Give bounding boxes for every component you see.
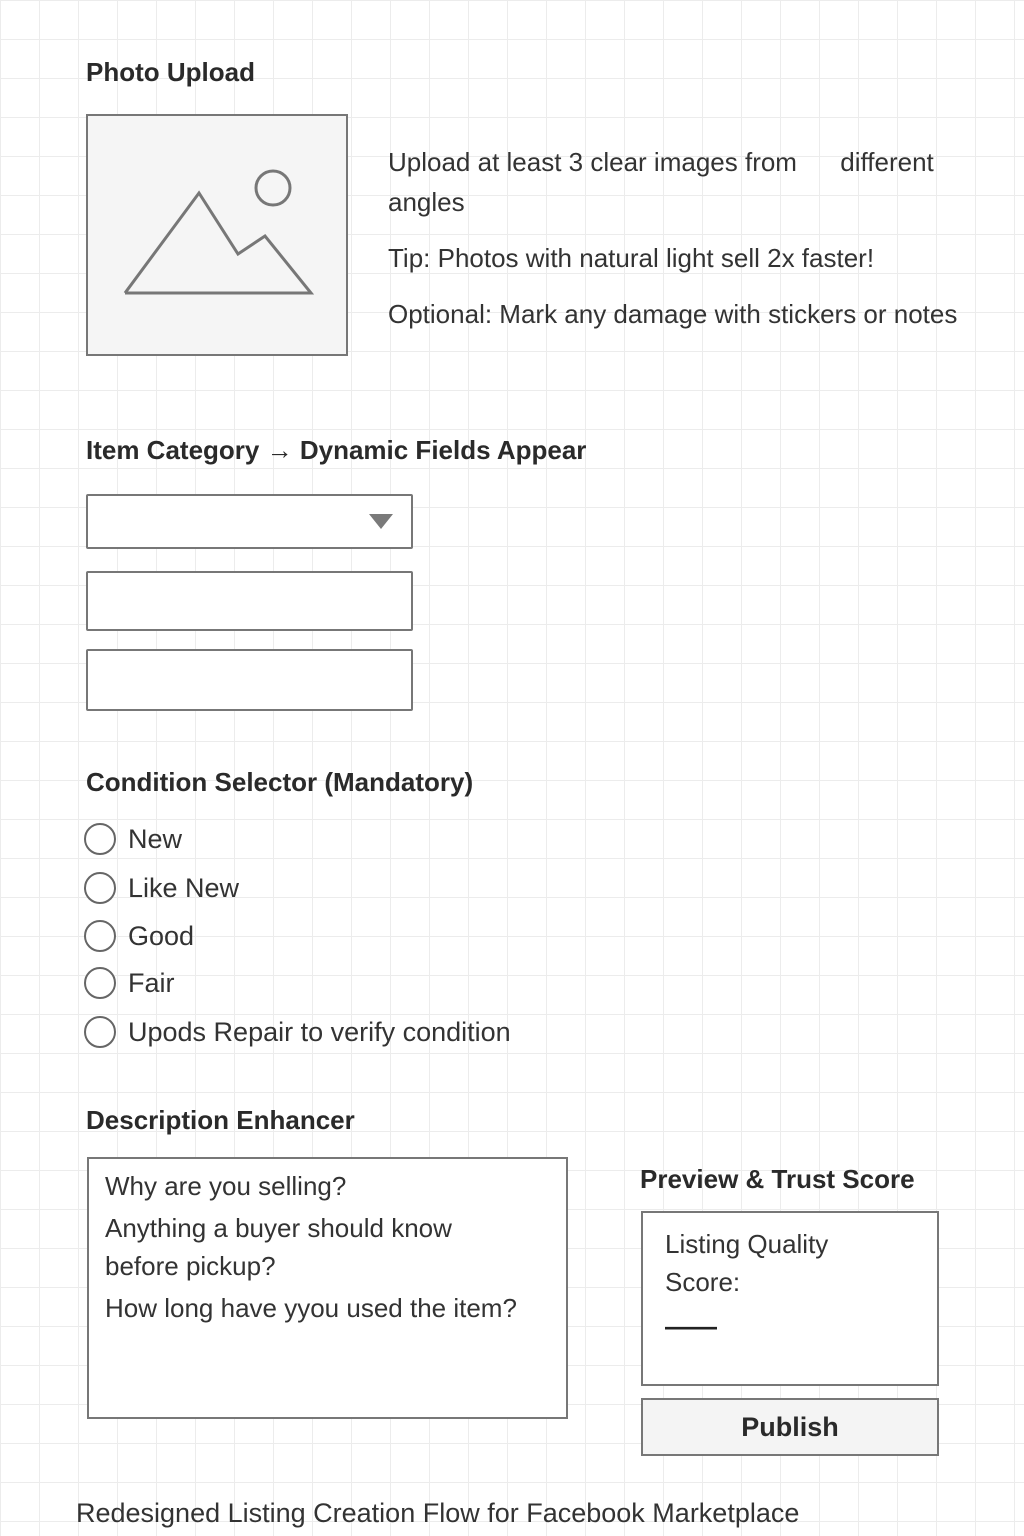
condition-option-label: Upods Repair to verify condition [128, 1016, 511, 1047]
condition-heading: Condition Selector (Mandatory) [86, 767, 474, 797]
score-label: Listing Quality Score: [665, 1229, 829, 1297]
description-prompt: Anything a buyer should know before pickup? [105, 1213, 452, 1281]
condition-option-label: New [128, 823, 183, 854]
dynamic-field-2[interactable] [86, 649, 413, 711]
condition-option-label: Like New [128, 872, 240, 903]
radio-button[interactable] [84, 967, 116, 999]
image-placeholder-icon [88, 116, 346, 354]
upload-tip-lighting: Tip: Photos with natural light sell 2x faster! [388, 243, 875, 273]
condition-option-fair[interactable] [84, 963, 175, 1003]
radio-button[interactable] [84, 872, 116, 904]
photo-upload-heading: Photo Upload [86, 57, 255, 87]
condition-option-good[interactable] [84, 916, 194, 956]
category-heading: Item Category → Dynamic Fields Appear [86, 435, 587, 465]
condition-option-label: Fair [128, 967, 175, 998]
footer-caption: Redesigned Listing Creation Flow for Facebook Marketplace [76, 1498, 800, 1528]
description-prompt: Why are you selling? [105, 1171, 347, 1201]
radio-button[interactable] [84, 823, 116, 855]
upload-tip-angles: Upload at least 3 clear images from different angles [388, 147, 934, 217]
preview-heading: Preview & Trust Score [640, 1164, 915, 1194]
category-select[interactable] [86, 494, 413, 549]
radio-button[interactable] [84, 920, 116, 952]
condition-option-new[interactable] [84, 819, 182, 859]
upload-tips [388, 142, 1008, 334]
chevron-down-icon[interactable] [369, 514, 393, 529]
condition-option-repair[interactable] [84, 1012, 511, 1052]
condition-option-like-new[interactable] [84, 868, 239, 908]
description-prompt: How long have yyou used the item? [105, 1293, 517, 1323]
photo-upload-dropzone[interactable] [86, 114, 348, 356]
upload-tip-damage: Optional: Mark any damage with stickers or notes [388, 299, 958, 329]
score-value: —— [665, 1311, 717, 1341]
description-textarea[interactable] [87, 1157, 568, 1419]
trust-score-card [641, 1211, 939, 1386]
description-heading: Description Enhancer [86, 1105, 355, 1135]
publish-button[interactable]: Publish [641, 1398, 939, 1456]
condition-option-label: Good [128, 920, 195, 951]
dynamic-field-1[interactable] [86, 571, 413, 631]
radio-button[interactable] [84, 1016, 116, 1048]
